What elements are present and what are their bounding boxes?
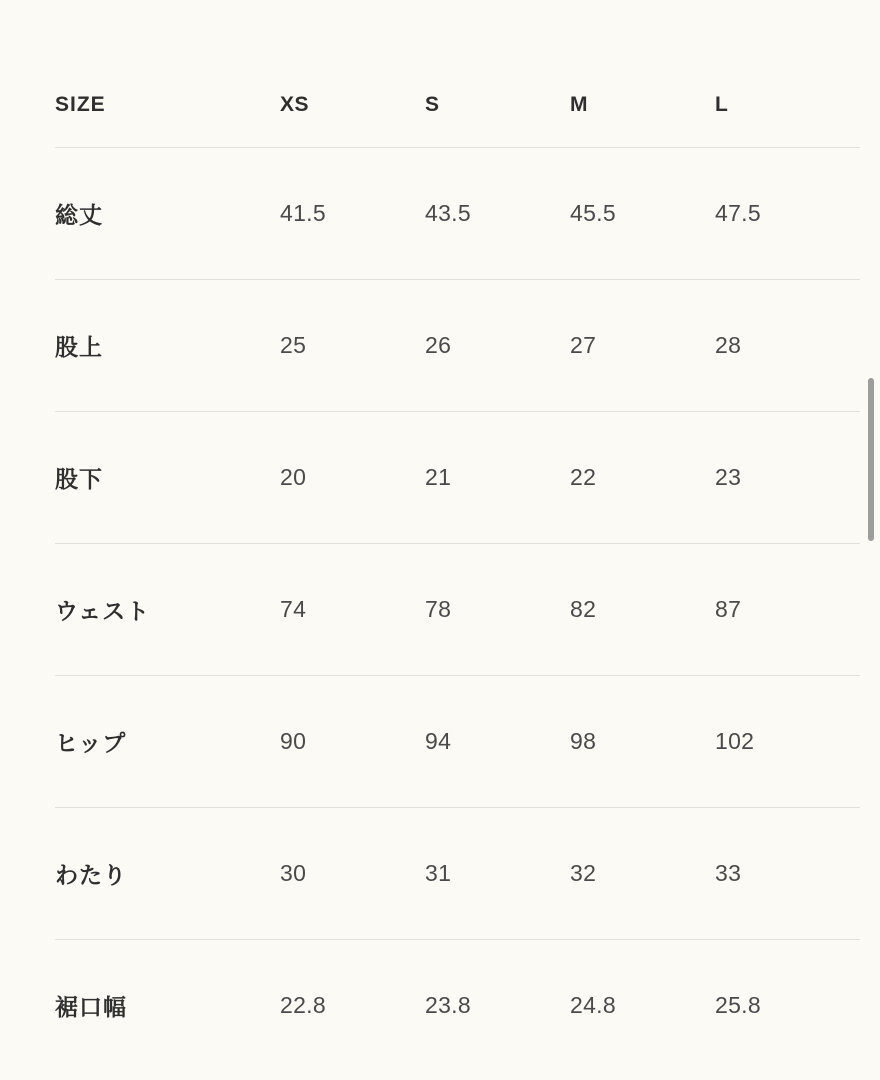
row-value: 22.8 (280, 992, 326, 1018)
row-label: 裾口幅 (55, 994, 127, 1020)
row-value: 32 (570, 860, 597, 886)
row-value: 45.5 (570, 200, 616, 226)
row-label: 股下 (55, 466, 103, 492)
size-chart-table (55, 62, 860, 1071)
row-value: 23.8 (425, 992, 471, 1018)
row-value: 26 (425, 332, 452, 358)
scrollbar-thumb[interactable] (868, 378, 874, 541)
column-header-size: SIZE (55, 92, 106, 116)
row-value: 94 (425, 728, 452, 754)
column-header-s: S (425, 92, 440, 116)
table-row (55, 412, 860, 544)
row-label: ウェスト (55, 598, 151, 624)
row-value: 82 (570, 596, 597, 622)
row-label: 股上 (55, 334, 103, 360)
row-value: 47.5 (715, 200, 761, 226)
row-value: 28 (715, 332, 742, 358)
table-row (55, 808, 860, 940)
table-header-row (55, 62, 860, 148)
row-value: 22 (570, 464, 597, 490)
table-row (55, 280, 860, 412)
row-value: 31 (425, 860, 452, 886)
row-label: 総丈 (55, 202, 103, 228)
row-value: 98 (570, 728, 597, 754)
row-label: わたり (55, 862, 127, 888)
column-header-l: L (715, 92, 729, 116)
row-value: 20 (280, 464, 307, 490)
row-label: ヒップ (55, 730, 127, 756)
row-value: 87 (715, 596, 742, 622)
row-value: 24.8 (570, 992, 616, 1018)
row-value: 90 (280, 728, 307, 754)
row-value: 21 (425, 464, 452, 490)
table-header (55, 62, 860, 148)
row-value: 33 (715, 860, 742, 886)
table-body (55, 148, 860, 1072)
table-row (55, 940, 860, 1072)
row-value: 102 (715, 728, 755, 754)
row-value: 25.8 (715, 992, 761, 1018)
row-value: 30 (280, 860, 307, 886)
row-value: 74 (280, 596, 307, 622)
column-header-m: M (570, 92, 588, 116)
row-value: 43.5 (425, 200, 471, 226)
column-header-xs: XS (280, 92, 310, 116)
row-value: 25 (280, 332, 307, 358)
table-row (55, 544, 860, 676)
table-row (55, 148, 860, 280)
row-value: 41.5 (280, 200, 326, 226)
table-row (55, 676, 860, 808)
row-value: 27 (570, 332, 597, 358)
row-value: 78 (425, 596, 452, 622)
row-value: 23 (715, 464, 742, 490)
